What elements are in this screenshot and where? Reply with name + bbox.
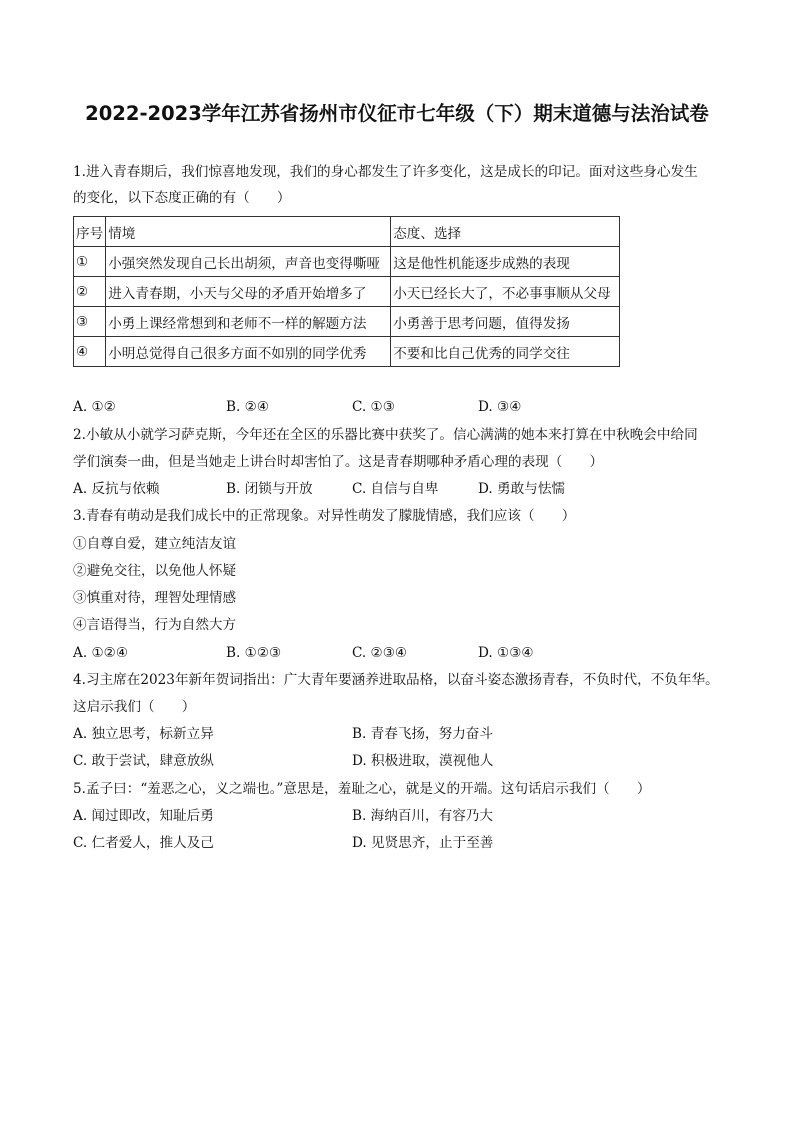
q4-option-d: D. 积极进取，漠视他人	[352, 753, 494, 769]
table-cell: 小勇善于思考问题，值得发扬	[391, 307, 620, 337]
table-row	[74, 307, 620, 337]
table-header-cell: 态度、选择	[391, 217, 620, 247]
table-header-cell: 情境	[106, 217, 391, 247]
table-cell: 小天已经长大了，不必事事顺从父母	[391, 277, 620, 307]
table-cell: ④	[74, 337, 106, 367]
q5-option-a: A. 闻过即改，知耻后勇	[73, 808, 214, 824]
q3-item: ④言语得当，行为自然大方	[73, 617, 237, 633]
q1-table	[73, 216, 620, 367]
table-header-cell: 序号	[74, 217, 106, 247]
q3-item: ①自尊自爱，建立纯洁友谊	[73, 536, 237, 552]
exam-title: 2022-2023学年江苏省扬州市仪征市七年级（下）期末道德与法治试卷	[85, 102, 709, 125]
table-cell: 进入青春期，小天与父母的矛盾开始增多了	[106, 277, 391, 307]
q4-option-c: C. 敢于尝试，肆意放纵	[73, 753, 214, 769]
q2-option-c: C. 自信与自卑	[352, 481, 439, 497]
q2-option-b: B. 闭锁与开放	[226, 481, 313, 497]
q5-stem: 5.孟子曰：“羞恶之心，义之端也。”意思是，羞耻之心，就是义的开端。这句话启示我们（ ）	[73, 781, 651, 797]
q4-stem-line1: 4.习主席在2023年新年贺词指出：广大青年要涵养进取品格，以奋斗姿态激扬青春，不负时代，不负年华。	[73, 672, 719, 688]
q3-item: ②避免交往，以免他人怀疑	[73, 563, 237, 579]
table-cell: 这是他性机能逐步成熟的表现	[391, 247, 620, 277]
table-cell: 小明总觉得自己很多方面不如别的同学优秀	[106, 337, 391, 367]
q3-item: ③慎重对待，理智处理情感	[73, 590, 237, 606]
q5-option-c: C. 仁者爱人，推人及己	[73, 835, 214, 851]
q4-option-a: A. 独立思考，标新立异	[73, 726, 214, 742]
table-cell: ①	[74, 247, 106, 277]
q3-stem: 3.青春有萌动是我们成长中的正常现象。对异性萌发了朦胧情感，我们应该（ ）	[73, 508, 576, 524]
table-row	[74, 337, 620, 367]
table-cell: 不要和比自己优秀的同学交往	[391, 337, 620, 367]
table-row	[74, 277, 620, 307]
q1-option-c: C. ①③	[352, 399, 395, 415]
q4-stem-line2: 这启示我们（ ）	[73, 699, 196, 715]
q5-option-d: D. 见贤思齐，止于至善	[352, 835, 494, 851]
q3-option-a: A. ①②④	[73, 645, 129, 661]
q1-option-b: B. ②④	[226, 399, 270, 415]
table-cell: ③	[74, 307, 106, 337]
q2-stem-line2: 学们演奏一曲，但是当她走上讲台时却害怕了。这是青春期哪种矛盾心理的表现（ ）	[73, 454, 604, 470]
q1-option-d: D. ③④	[478, 399, 522, 415]
q3-option-b: B. ①②③	[226, 645, 282, 661]
q5-option-b: B. 海纳百川，有容乃大	[352, 808, 493, 824]
q2-option-a: A. 反抗与依赖	[73, 481, 160, 497]
table-cell: 小勇上课经常想到和老师不一样的解题方法	[106, 307, 391, 337]
q1-option-a: A. ①②	[73, 399, 116, 415]
q3-option-d: D. ①③④	[478, 645, 534, 661]
q1-stem-line1: 1.进入青春期后，我们惊喜地发现，我们的身心都发生了许多变化，这是成长的印记。面对这些身心发生	[73, 164, 698, 180]
table-cell: ②	[74, 277, 106, 307]
q4-option-b: B. 青春飞扬，努力奋斗	[352, 726, 493, 742]
table-header-row	[74, 217, 620, 247]
q2-stem-line1: 2.小敏从小就学习萨克斯，今年还在全区的乐器比赛中获奖了。信心满满的她本来打算在中秋晚会中给同	[73, 427, 698, 443]
q3-option-c: C. ②③④	[352, 645, 408, 661]
table-cell: 小强突然发现自己长出胡须，声音也变得嘶哑	[106, 247, 391, 277]
q1-stem-line2: 的变化，以下态度正确的有（ ）	[73, 190, 291, 206]
q2-option-d: D. 勇敢与怯懦	[478, 481, 566, 497]
table-row	[74, 247, 620, 277]
